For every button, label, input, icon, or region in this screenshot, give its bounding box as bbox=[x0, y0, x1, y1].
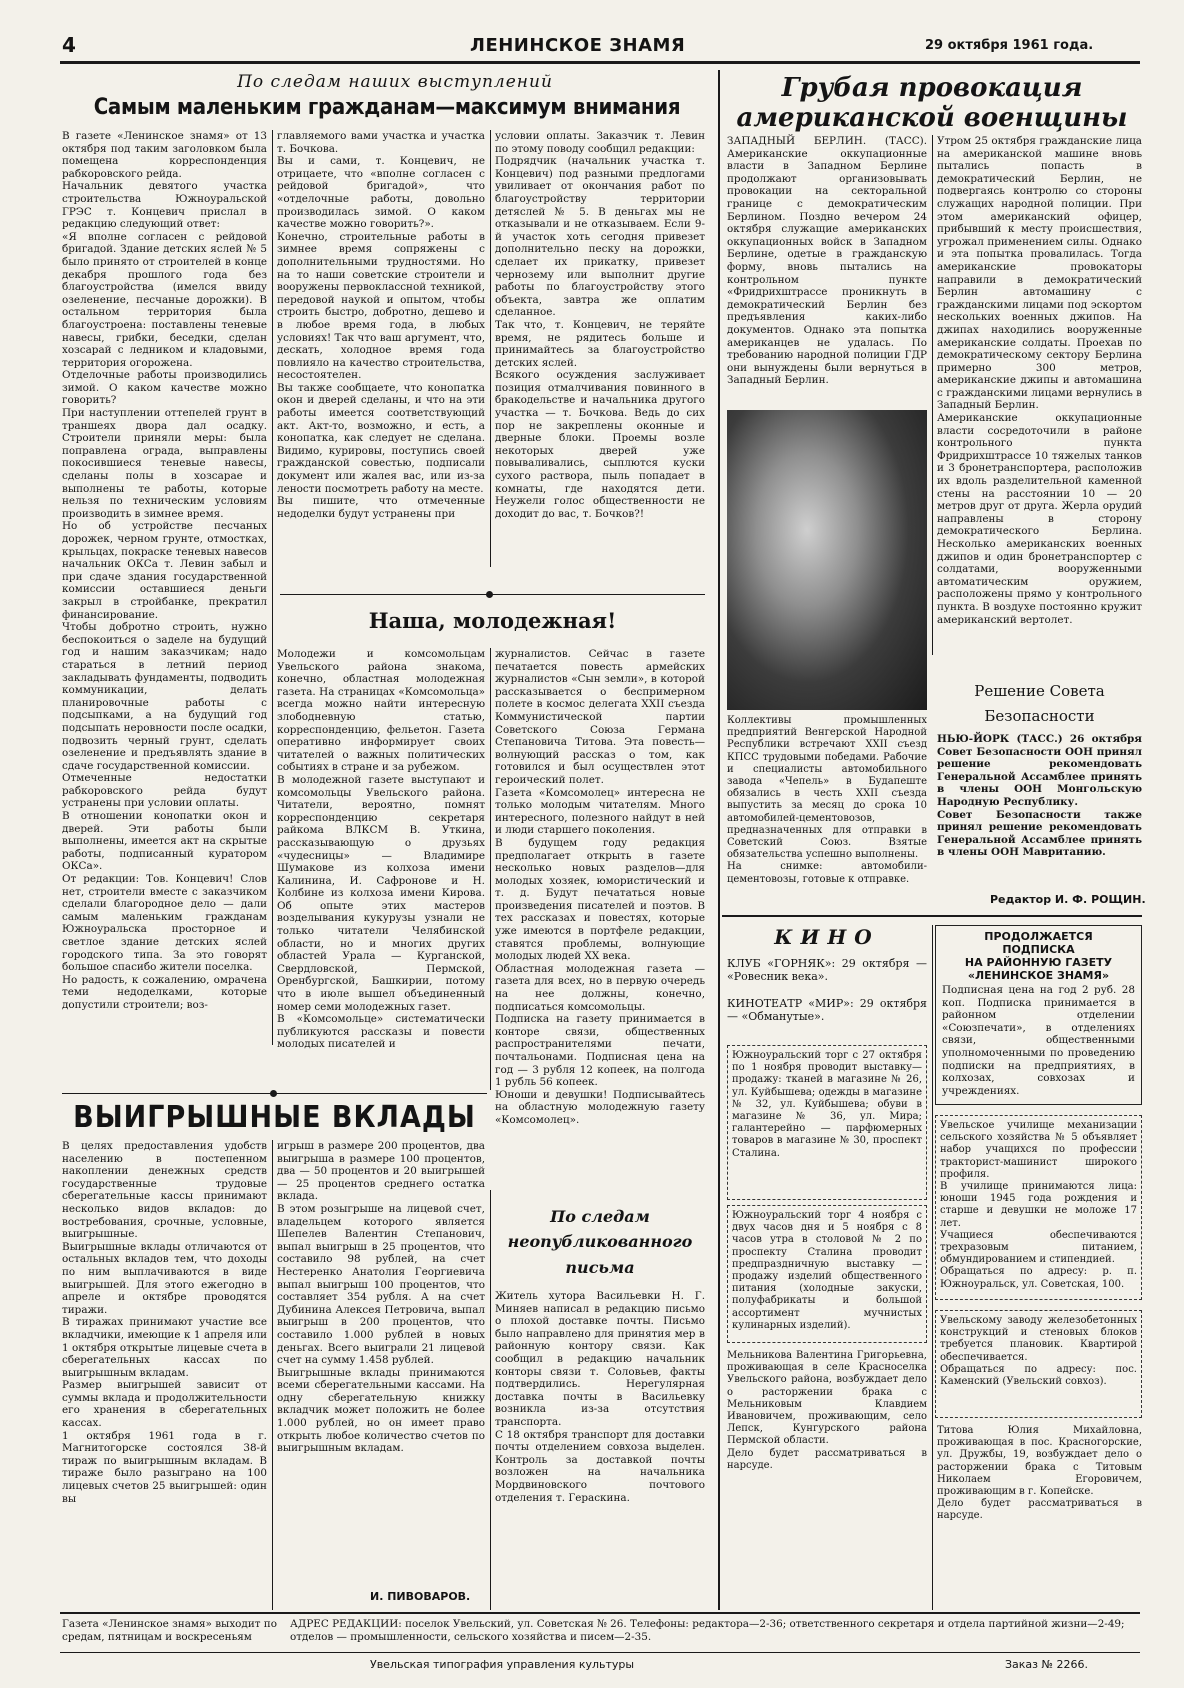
article6-body: НЬЮ-ЙОРК (ТАСС.) 26 октября Совет Безопасности ООН принял решение рекомендовать Генеральной Ассамблее принять в члены ООН Монгольскую Народную Республику. Совет Безопасности также принял решение рекомендовать Генеральной Ассамблее принять в члены ООН Мавританию. bbox=[937, 733, 1142, 859]
article1-col3: условии оплаты. Заказчик т. Левин по этому поводу сообщил редакции: Подрядчик (начальник участка т. Концевич) под разными предлогами увиливает от окончания работ по благоустройству территории детяслей № 5. В деньгах мы не отказывали и не отказываем. Если 9-й участок хоть сегодня привезет дополнительно песку на дорожки, сделает их прикатку, привезет чернозему или выполнит другие работы по благоустройству этого объекта, завтра же оплатим сделанное. Так что, т. Концевич, не теряйте время, не рядитесь больше и принимайтесь за благоустройство детских яслей. Всякого осуждения заслуживает позиция отмалчивания повинного в бракодельстве и начальника другого участка — т. Бочкова. Ведь до сих пор не закреплены оконные и дверные блоки. Проемы возле некоторых дверей уже повываливались, сыплются куски сухого раствора, пыль попадает в комнаты, где находятся дети. Неужели голос общественности не доходит до вас, т. Бочков?! bbox=[495, 130, 705, 520]
article4-title-1: По следам bbox=[550, 1207, 650, 1226]
divorce-notice-2: Титова Юлия Михайловна, проживающая в пос. Красногорские, ул. Дружбы, 19, возбуждает дело о расторжении брака с Титовым Николаем Егоровичем, проживающим в г. Копейске. Дело будет рассматриваться в нарсуде. bbox=[937, 1425, 1142, 1522]
issue-date: 29 октября 1961 года. bbox=[925, 38, 1094, 53]
article1-title: Самым маленьким гражданам—максимум внимания bbox=[93, 95, 681, 120]
column-rule bbox=[272, 1140, 273, 1610]
divider-dot bbox=[270, 1090, 277, 1097]
footer-printer: Увельская типография управления культуры bbox=[370, 1658, 635, 1671]
article2-title: Наша, молодежная! bbox=[368, 608, 617, 633]
newspaper-name: ЛЕНИНСКОЕ ЗНАМЯ bbox=[470, 35, 686, 56]
page-number: 4 bbox=[62, 33, 76, 57]
article6-title-1: Решение Совета bbox=[974, 682, 1105, 700]
subscription-title-2: ПОДПИСКА bbox=[1002, 943, 1075, 956]
column-rule bbox=[490, 130, 491, 567]
article1-col2: главляемого вами участка и участка т. Бочкова. Вы и сами, т. Концевич, не отрицаете, что «вполне согласен с рейдовой бригадой», что «отделочные работы, довольно производилась зимой. О каком качестве можно говорить?». Конечно, строительные работы в зимнее время сопряжены с дополнительными трудностями. Но на то наши советские строители и вооружены первоклассной техникой, передовой наукой и опытом, чтобы строить быстро, добротно, дешево и в любое время года, в любых условиях! Так что ваш аргумент, что, дескать, холодное время года повлияло на качество строительства, несостоятелен. Вы также сообщаете, что конопатка окон и дверей сделаны, и что на эти работы имеется соответствующий акт. Акт-то, возможно, и есть, а конопатка, как следует не сделана. Видимо, курировы, поступись своей гражданской совестью, подписали документ или жалея вас, или из-за лености посмотреть работу на месте. Вы пишите, что отмеченные недоделки будут устранены при bbox=[277, 130, 485, 520]
subscription-body: Подписная цена на год 2 руб. 28 коп. Подписка принимается в районном отделении «Союзпечати», в отделениях связи, общественными уполномоченными по проведению подписки на предприятиях, в колхозах, совхозах и учреждениях. bbox=[942, 984, 1139, 1097]
column-rule bbox=[932, 925, 933, 1610]
subscription-title-3: НА РАЙОННУЮ ГАЗЕТУ bbox=[964, 956, 1113, 969]
article5-col2: Утром 25 октября гражданские лица на американской машине вновь пытались попасть в демократический Берлин, не подвергаясь контролю со стороны служащих народной полиции. При этом американский офицер, прибывший к месту происшествия, угрожал применением силы. Однако и эта попытка провалилась. Тогда американские провокаторы направили в демократический Берлин автомашину с гражданскими лицами под эскортом нескольких военных джипов. На джипах находились вооруженные американские солдаты. Проехав по демократическому сектору Берлина примерно 300 метров, американские джипы и автомашина с гражданскими лицами вернулись в Западный Берлин. Американские оккупационные власти сосредоточили в районе контрольного пункта Фридрихштрассе 10 тяжелых танков и 3 бронетранспортера, расположив их вдоль разделительной каменной стены на расстоянии 10 — 20 метров друг от друга. Жерла орудий направлены в сторону демократического Берлина. Несколько американских военных джипов и один бронетранспортер с солдатами, вооруженными автоматическим оружием, расположены прямо у контрольного пункта. В воздухе постоянно кружит американский вертолет. bbox=[937, 135, 1142, 626]
footer-rule bbox=[60, 1612, 1140, 1614]
article5-title-1: Грубая провокация bbox=[781, 73, 1083, 103]
header-rule bbox=[60, 61, 1140, 64]
column-rule bbox=[272, 130, 273, 1045]
divider bbox=[722, 915, 1142, 917]
article4-body: Житель хутора Васильевки Н. Г. Миняев написал в редакцию письмо о плохой доставке почты. Письмо было направлено для принятия мер в районную контору связи. Как сообщил в редакцию начальник конторы связи т. Соловьев, факты подтвердились. Нерегулярная доставка почты в Васильевку возникла из-за отсутствия транспорта. С 18 октября транспорт для доставки почты отделением совхоза выделен. Контроль за доставкой почты возложен на начальника Мордвиновского почтового отделения т. Гераскина. bbox=[495, 1290, 705, 1504]
rubric-our-publications: По следам наших выступлений bbox=[237, 72, 553, 92]
footer-order: Заказ № 2266. bbox=[1005, 1658, 1088, 1671]
article4-title-3: письма bbox=[565, 1258, 635, 1277]
article2-col1: Молодежи и комсомольцам Увельского района знакома, конечно, областная молодежная газета. На страницах «Комсомольца» всегда можно найти интересную злободневную статью, корреспонденцию, фельетон. Газета оперативно информирует своих читателей о важных политических событиях в стране и за рубежом. В молодежной газете выступают и комсомольцы Увельского района. Читатели, вероятно, помнят корреспонденцию секретаря райкома ВЛКСМ В. Уткина, рассказывающую о друзьях «чудесницы» — Владимире Шумакове из колхоза имени Калинина, И. Сафронове и Н. Колбине из колхоза имени Кирова. Об опыте этих мастеров возделывания кукурузы узнали не только читатели Челябинской области, но и многих других областей Урала — Курганской, Свердловской, Пермской, Оренбургской, Башкирии, потому что в июле вышел объединенный номер семи молодежных газет. В «Комсомольце» систематически публикуются рассказы и повести молодых писателей и bbox=[277, 648, 485, 1051]
divorce-notice-1: Мельникова Валентина Григорьевна, проживающая в селе Красноселка Увельского района, возбуждает дело о расторжении брака с Мельниковым Клавдием Ивановичем, проживающим, село Лепск, Кунгурского района Пермской области. Дело будет рассматриваться в нарсуде. bbox=[727, 1350, 927, 1471]
article2-col2: журналистов. Сейчас в газете печатается повесть армейских журналистов «Сын земли», в которой рассказывается о беспримерном полете в космос делегата XXII съезда Коммунистической партии Советского Союза Германа Степановича Титова. Эта повесть—волнующий рассказ о том, как готовился и был осуществлен этот героический полет. Газета «Комсомолец» интересна не только молодым читателям. Много интересного, полезного найдут в ней и люди старшего поколения. В будущем году редакция предполагает открыть в газете несколько новых разделов—для молодых хозяек, юмористический и т. д. Будут печататься новые произведения писателей и поэтов. В тех рассказах и повестях, которые уже имеются в портфеле редакции, ставятся проблемы, волнующие молодых людей XX века. Областная молодежная газета —газета для всех, но в первую очередь на нее должны, конечно, подписаться комсомольцы. Подписка на газету принимается в конторе связи, общественных распространителями печати, почтальонами. Подписная цена на год — 3 рубля 12 копеек, на полгода 1 рубль 56 копеек. Юноши и девушки! Подписывайтесь на областную молодежную газету «Комсомолец». bbox=[495, 648, 705, 1126]
cement-trucks-photo bbox=[727, 410, 927, 710]
article5-col1: ЗАПАДНЫЙ БЕРЛИН. (ТАСС). Американские оккупационные власти в Западном Берлине продолжают организовывать провокации на секторальной границе с демократическим Берлином. Поздно вечером 24 октября служащие американских оккупационных войск в Западном Берлине, одетые в гражданскую форму, вновь пытались на контрольном пункте «Фридрихштрассе проникнуть в демократический Берлин без предъявления каких-либо документов. Однако эта попытка американцев не удалась. По требованию народной полиции ГДР они вынуждены были вернуться в Западный Берлин. bbox=[727, 135, 931, 387]
photo-caption: Коллективы промышленных предприятий Венгерской Народной Республики встречают XXII съезд КПСС трудовыми победами. Рабочие и специалисты автомобильного завода «Чепель» в Будапеште обязались в честь XXII съезда выпустить за месяц до срока 10 автомобилей-цементовозов, предназначенных для отправки в Советский Союз. Взятые обязательства успешно выполнены. На снимке: автомобили-цементовозы, готовые к отправке. bbox=[727, 715, 927, 885]
factory-ad: Увельскому заводу железобетонных конструкций и стеновых блоков требуется плановик. Квартирой обеспечивается. Обращаться по адресу: пос. Каменский (Увельский совхоз). bbox=[940, 1315, 1137, 1388]
column-rule bbox=[718, 70, 720, 1610]
divider-dot bbox=[486, 591, 493, 598]
column-rule bbox=[490, 648, 491, 1090]
kino-item-2: КИНОТЕАТР «МИР»: 29 октября — «Обманутые». bbox=[727, 997, 931, 1023]
kino-item-1: КЛУБ «ГОРНЯК»: 29 октября — «Ровесник века». bbox=[727, 957, 931, 983]
article3-signature: И. ПИВОВАРОВ. bbox=[370, 1590, 471, 1603]
article3-title: ВЫИГРЫШНЫЕ ВКЛАДЫ bbox=[73, 1100, 476, 1135]
footer-schedule: Газета «Ленинское знамя» выходит по средам, пятницам и воскресеньям bbox=[62, 1618, 281, 1643]
article1-col1: В газете «Ленинское знамя» от 13 октября под таким заголовком была помещена корреспонденция рабкоровского рейда. Начальник девятого участка строительства Южноуральской ГРЭС т. Концевич прислал в редакцию следующий ответ: «Я вполне согласен с рейдовой бригадой. Здание детских яслей № 5 было принято от строителей в конце декабря прошлого года без благоустройства (имелся ввиду озеленение, песчаные дорожки). В остальном территория была благоустроена: поставлены теневые навесы, грибки, беседки, сделан хозсарай с ледником и кладовыми, территория огорожена. Отделочные работы производились зимой. О каком качестве можно говорить? При наступлении оттепелей грунт в траншеях двора дал осадку. Строители приняли меры: была поправлена ограда, выправлены покосившиеся теневые навесы, сделаны полы в хозсарае и выполнены те работы, которые нельзя по техническим условиям производить в зимнее время. Но об устройстве песчаных дорожек, черном грунте, отмостках, крыльцах, покраске теневых навесов начальник ОКСа т. Левин забыл и при сдаче здания государственной комиссии оставшиеся деньги закрыл в стройбанке, прекратил финансирование. Чтобы добротно строить, нужно беспокоиться о заделе на будущий год и нашим заказчикам; надо стараться в летний период закладывать фундаменты, подводить коммуникации, делать планировочные работы с подсыпками, а на будущий год подсыпать неровности после осадки, подвозить черный грунт, сделать озеленение и предъявлять здание в сдаче государственной комиссии. Отмеченные недостатки рабкоровского рейда будут устранены при условии оплаты. В отношении конопатки окон и дверей. Эти работы были выполнены, имеется акт на скрытые работы, подписанный куратором ОКСа». От редакции: Тов. Концевич! Слов нет, строители вместе с заказчиком сделали благородное дело — дали самым маленьким гражданам Южноуральска просторное и светлое здание детских яслей городского типа. За это говорят большое спасибо жители поселка. Но радость, к сожалению, омрачена теми недоделками, которые допустили строители; воз- bbox=[62, 130, 267, 1011]
school-ad: Увельское училище механизации сельского хозяйства № 5 объявляет набор учащихся по профессии тракторист-машинист широкого профиля. В училище принимаются лица: юноши 1945 года рождения и старше и девушки не моложе 17 лет. Учащиеся обеспечиваются трехразовым питанием, обмундированием и стипендией. Обращаться по адресу: р. п. Южноуральск, ул. Советская, 100. bbox=[940, 1120, 1137, 1290]
editor-signature: Редактор И. Ф. РОЩИН. bbox=[990, 893, 1146, 906]
column-rule bbox=[490, 1190, 491, 1610]
footer-rule bbox=[60, 1652, 1140, 1653]
footer-address: АДРЕС РЕДАКЦИИ: поселок Увельский, ул. Советская № 26. Телефоны: редактора—2-36; ответственного секретаря и отдела партийной жизни—2-49; отделов — промышленности, сельского хозяйства и писем—2-35. bbox=[290, 1618, 1128, 1643]
article6-title-2: Безопасности bbox=[984, 707, 1095, 725]
column-rule bbox=[932, 135, 933, 655]
article4-title-2: неопубликованного bbox=[507, 1232, 693, 1251]
article3-col1: В целях предоставления удобств населению в постепенном накоплении денежных средств государственные трудовые сберегательные кассы принимают несколько видов вкладов: до востребования, срочные, условные, выигрышные. Выигрышные вклады отличаются от остальных вкладов тем, что доходы по ним выплачиваются в виде выигрышей. Для этого ежегодно в апреле и октябре проводятся тиражи. В тиражах принимают участие все вкладчики, имеющие к 1 апреля или 1 октября открытые лицевые счета в сберегательных кассах по выигрышным вкладам. Размер выигрышей зависит от суммы вклада и продолжительности его хранения в сберегательных кассах. 1 октября 1961 года в г. Магнитогорске состоялся 38-й тираж по выигрышным вкладам. В тираже было разыграно на 100 лицевых счетов 25 выигрышей: один вы bbox=[62, 1140, 267, 1505]
torg-ad-2: Южноуральский торг 4 ноября с двух часов дня и 5 ноября с 8 часов утра в столовой № 2 по проспекту Сталина проводит предпраздничную выставку — продажу изделий общественного питания (холодные закуски, полуфабрикаты и большой ассортимент мучнистых кулинарных изделий). bbox=[732, 1210, 926, 1331]
torg-ad-1: Южноуральский торг с 27 октября по 1 ноября проводит выставку—продажу: тканей в магазине № 26, ул. Куйбышева; одежды в магазине № 32, ул. Куйбышева; обуви в магазине № 36, ул. Мира; галантерейно — парфюмерных товаров в магазине № 30, проспект Сталина. bbox=[732, 1050, 926, 1159]
kino-title: КИНО bbox=[774, 925, 880, 949]
subscription-title-4: «ЛЕНИНСКОЕ ЗНАМЯ» bbox=[967, 969, 1110, 982]
article3-col2: игрыш в размере 200 процентов, два выигрыша в размере 100 процентов, два — 50 процентов и 20 выигрышей — 25 процентов среднего остатка вклада. В этом розыгрыше на лицевой счет, владельцем которого является Шепелев Валентин Степанович, выпал выигрыш в 25 процентов, что составило 98 рублей, на счет Нестеренко Анатолия Георгиевича выпал выигрыш 100 процентов, что составляет 354 рубля. А на счет Дубинина Алексея Петровича, выпал выигрыш в 200 процентов, что составило 1.000 рублей в новых деньгах. Всего выиграли 21 лицевой счет на сумму 1.458 рублей. Выигрышные вклады принимаются всеми сберегательными кассами. На одну сберегательную книжку вкладчик может положить не более 1.000 рублей, но он имеет право открыть любое количество счетов по выигрышным вкладам. bbox=[277, 1140, 485, 1455]
article5-title-2: американской военщины bbox=[736, 103, 1128, 133]
subscription-title-1: ПРОДОЛЖАЕТСЯ bbox=[984, 930, 1093, 943]
